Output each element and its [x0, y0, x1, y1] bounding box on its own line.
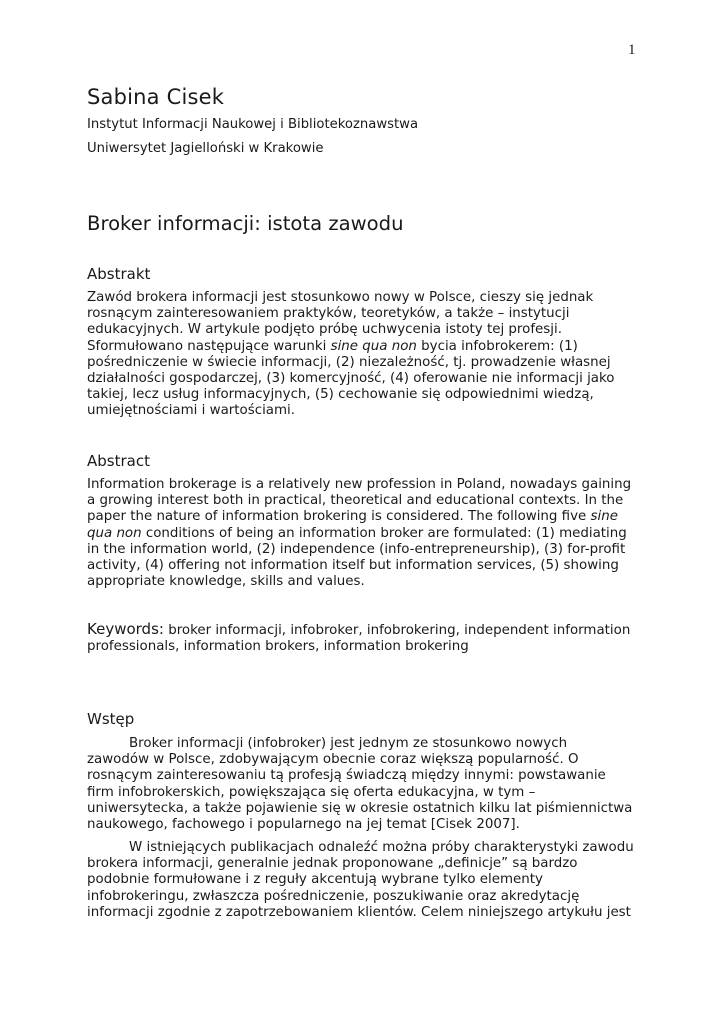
body-line: naukowego, fachowego i popularnego na jej temat [Cisek 2007]. [87, 817, 520, 833]
abstract-line: a growing interest both in practical, theoretical and educational contexts. In the [87, 493, 624, 509]
body-line: brokera informacji, generalnie jednak proponowane „definicje” są bardzo [87, 856, 578, 872]
abstrakt-line-part: Sformułowano następujące warunki [87, 338, 331, 354]
abstract-heading: Abstract [87, 452, 150, 470]
affiliation-institute: Instytut Informacji Naukowej i Bibliotekoznawstwa [87, 117, 419, 132]
body-line: W istniejących publikacjach odnaleźć można próby charakterystyki zawodu [129, 840, 634, 855]
body-line: firm infobrokerskich, powiększająca się oferta edukacyjna, w tym – [87, 784, 536, 800]
abstract-text [87, 477, 647, 590]
wstep-heading: Wstęp [87, 710, 135, 728]
abstract-line: appropriate knowledge, skills and values. [87, 574, 365, 590]
body-line: zawodów w Polsce, zdobywającym obecnie coraz większą popularność. O [87, 752, 579, 768]
author-name: Sabina Cisek [87, 85, 225, 109]
abstrakt-line-part: bycia infobrokerem: (1) [416, 338, 578, 354]
latin-phrase: sine qua non [330, 338, 417, 354]
abstrakt-line: rosnącym zainteresowaniem praktyków, teoretyków, a także – instytucji [87, 306, 570, 322]
latin-phrase: sine [590, 509, 618, 525]
latin-phrase: qua non [87, 525, 142, 541]
body-line: infobrokeringu, zwłaszcza pośredniczenie, poszukiwanie oraz akredytację [87, 888, 580, 904]
abstract-line: activity, (4) offering not information itself but information services, (5) showing [87, 558, 619, 574]
affiliation-university: Uniwersytet Jagielloński w Krakowie [87, 141, 324, 156]
abstrakt-line [87, 339, 647, 355]
body-line: uniwersytecka, a także pojawienie się w okresie ostatnich kilku lat piśmiennictwa [87, 800, 633, 816]
keywords-label: Keywords: [87, 620, 164, 638]
body-line: rosnącym zainteresowaniu tą profesją świadczą między innymi: powstawanie [87, 768, 606, 784]
abstract-line-part: paper the nature of information brokering is considered. The following five [87, 509, 591, 525]
abstrakt-line: takiej, lecz usług informacyjnych, (5) cechowanie się odpowiednimi wiedzą, [87, 387, 594, 403]
abstract-line [87, 509, 647, 525]
wstep-paragraph-1 [87, 736, 647, 833]
abstrakt-line: Zawód brokera informacji jest stosunkowo nowy w Polsce, cieszy się jednak [87, 290, 594, 305]
abstrakt-line: działalności gospodarczej, (3) komercyjność, (4) oferowanie nie informacji jako [87, 371, 615, 387]
body-line: podobnie formułowane i z reguły akcentują wybrane tylko elementy [87, 872, 543, 888]
wstep-paragraph-2 [87, 840, 647, 921]
abstract-line [87, 526, 647, 542]
body-line: Broker informacji (infobroker) jest jednym ze stosunkowo nowych [129, 736, 568, 751]
keywords-text: broker informacji, infobroker, infobrokering, independent information [163, 623, 631, 638]
page-number: 1 [628, 42, 636, 58]
body-line: informacji zgodnie z zapotrzebowaniem klientów. Celem niniejszego artykułu jest [87, 904, 631, 920]
paper-title: Broker informacji: istota zawodu [87, 212, 404, 235]
abstract-line: in the information world, (2) independence (info-entrepreneurship), (3) for-profit [87, 541, 626, 557]
abstrakt-line: edukacyjnych. W artykule podjęto próbę uchwycenia istoty tej profesji. [87, 322, 562, 338]
abstract-line-part: conditions of being an information broker are formulated: (1) mediating [141, 525, 627, 541]
keywords [87, 621, 647, 655]
keywords-line: professionals, information brokers, information brokering [87, 639, 469, 655]
abstrakt-line: pośredniczenie w świecie informacji, (2) niezależność, tj. prowadzenie własnej [87, 354, 611, 370]
abstrakt-text [87, 290, 647, 420]
abstract-line: Information brokerage is a relatively new profession in Poland, nowadays gaining [87, 477, 632, 492]
abstrakt-heading: Abstrakt [87, 265, 151, 283]
abstrakt-line: umiejętnościami i wartościami. [87, 403, 296, 419]
keywords-line [87, 621, 647, 639]
